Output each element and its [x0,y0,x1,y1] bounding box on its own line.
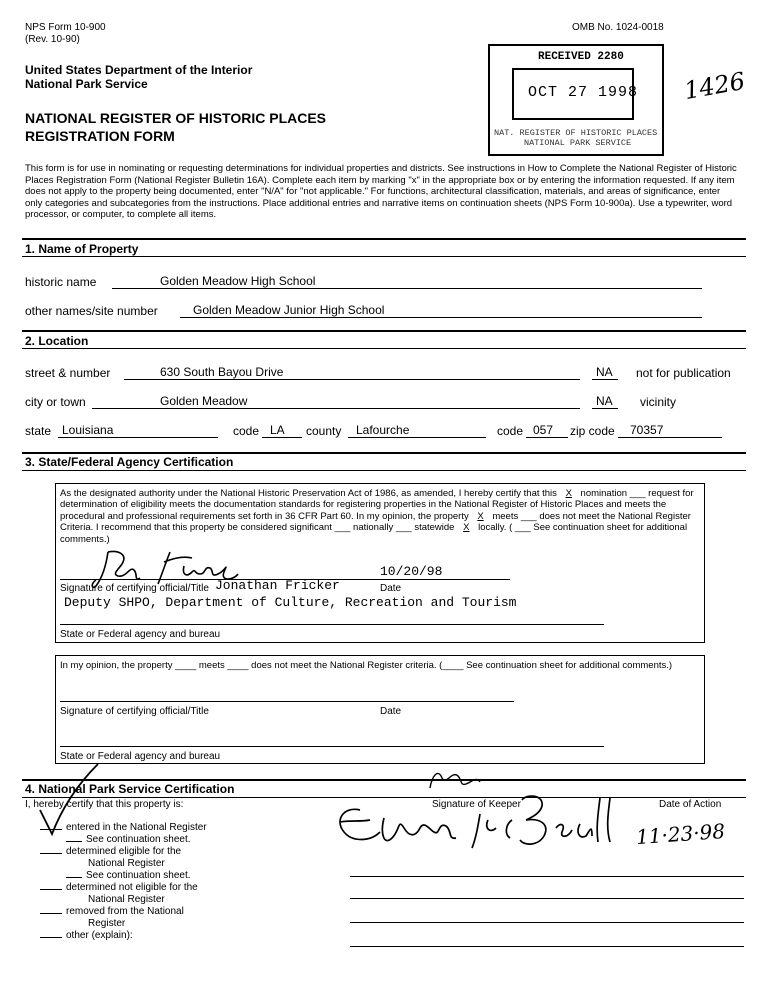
form-title: NATIONAL REGISTER OF HISTORIC PLACES [25,110,327,126]
county-label: county [306,424,342,438]
historic-name-value[interactable]: Golden Meadow High School [160,274,316,288]
section-4-heading: 4. National Park Service Certification [25,782,235,796]
cert-locally-mark[interactable]: X [463,522,470,534]
zip-value[interactable]: 70357 [630,423,664,437]
option-other[interactable]: other (explain): [40,930,133,942]
city-label: city or town [25,395,86,409]
stamp-line-1: NAT. REGISTER OF HISTORIC PLACES [494,128,658,138]
agency-bureau-label-2: State or Federal agency and bureau [60,751,221,762]
state-code-label: code [233,424,260,438]
state-label: state [25,424,52,438]
county-code-label: code [497,424,524,438]
option-removed-label-2: Register [88,918,126,929]
zip-label: zip code [570,424,615,438]
vicinity-value[interactable]: NA [596,394,613,408]
cert-nomination-mark[interactable]: X [565,488,572,499]
date-label-2: Date [380,706,402,717]
keeper-signature-label: Signature of Keeper [432,799,521,810]
stamp-date: OCT 27 1998 [528,84,639,101]
other-names-value[interactable]: Golden Meadow Junior High School [193,303,385,317]
nps-intro-text: I, hereby certify that this property is: [25,799,184,810]
county-value[interactable]: Lafourche [356,423,410,437]
certifying-official-name[interactable]: Jonathan Fricker [215,578,340,593]
option-eligible-continuation[interactable]: See continuation sheet. [66,870,191,882]
option-not-eligible[interactable]: determined not eligible for the [40,882,198,894]
stamp-received: RECEIVED 2280 [538,51,624,63]
section-2-heading: 2. Location [25,334,89,348]
option-removed[interactable]: removed from the National [40,906,184,918]
stamp-line-2: NATIONAL PARK SERVICE [524,138,632,148]
signature-title-label: Signature of certifying official/Title [60,583,209,594]
certification-date-value[interactable]: 10/20/98 [380,564,443,579]
form-number: NPS Form 10-900 [25,22,106,33]
not-for-publication-value[interactable]: NA [596,365,613,379]
historic-name-label: historic name [25,275,97,289]
agency-bureau-value[interactable]: Deputy SHPO, Department of Culture, Recreation and Tourism [64,595,517,610]
county-code-value[interactable]: 057 [533,423,554,437]
form-subtitle: REGISTRATION FORM [25,128,175,144]
agency-name: National Park Service [25,77,148,91]
option-entered-continuation[interactable]: See continuation sheet. [66,834,191,846]
received-stamp [488,44,664,156]
option-eligible-label-2: National Register [88,858,165,869]
opinion-text: In my opinion, the property ____ meets ____ does not meet the National Register criteria. (____ See continuation sheet for additional comments.) [60,660,673,671]
certification-text: As the designated authority under the National Historic Preservation Act of 1986, as amended, I hereby certify that this X nomination ___ request for determination of eligibility meets the documentation standards for registering properties in the National Register of Historic Places and meets the procedural and professional requirements set forth in 36 CFR Part 60. In my opinion, the property X meets ___ does not meet the National Register Criteria. I recommend that this property be considered significant ___ nationally ___ statewide X locally. ( ___ See continuation sheet for additional comments.) [60,488,694,545]
date-label: Date [380,583,402,594]
state-value[interactable]: Louisiana [62,423,114,437]
keeper-signature [330,758,620,854]
option-entered[interactable]: entered in the National Register [40,822,207,834]
option-not-eligible-label-2: National Register [88,894,165,905]
not-for-publication-label: not for publication [636,366,731,380]
other-names-label: other names/site number [25,304,158,318]
handwritten-number: 1426 [682,66,748,106]
cert-meets-mark[interactable]: X [477,510,484,522]
vicinity-label: vicinity [640,395,677,409]
date-of-action-value[interactable]: 11·23·98 [635,818,726,850]
signature-title-label-2: Signature of certifying official/Title [60,706,209,717]
instructions-text: This form is for use in nominating or requesting determinations for individual properties and districts. See instructions in How to Complete the National Register of Historic Places Registration Form (National Register Bulletin 16A). Complete each item by marking "x" in the appropriate box or by entering the information requested. If any item does not apply to the property being documented, enter "N/A" for "not applicable." For functions, architectural classification, materials, and areas of significance, enter only categories and subcategories from the instructions. Place additional entries and narrative items on continuation sheets (NPS Form 10-900a). Use a typewriter, word processor, or computer, to complete all items. [25,163,737,220]
stamp-date-box [512,68,639,120]
state-code-value[interactable]: LA [270,423,285,437]
city-value[interactable]: Golden Meadow [160,394,248,408]
date-of-action-label: Date of Action [659,799,722,810]
agency-bureau-label: State or Federal agency and bureau [60,629,221,640]
form-revision: (Rev. 10-90) [25,34,80,45]
section-1-heading: 1. Name of Property [25,242,139,256]
street-label: street & number [25,366,111,380]
section-3-heading: 3. State/Federal Agency Certification [25,455,234,469]
street-value[interactable]: 630 South Bayou Drive [160,365,284,379]
department-name: United States Department of the Interior [25,63,253,77]
option-eligible[interactable]: determined eligible for the [40,846,181,858]
omb-number: OMB No. 1024-0018 [572,22,664,33]
